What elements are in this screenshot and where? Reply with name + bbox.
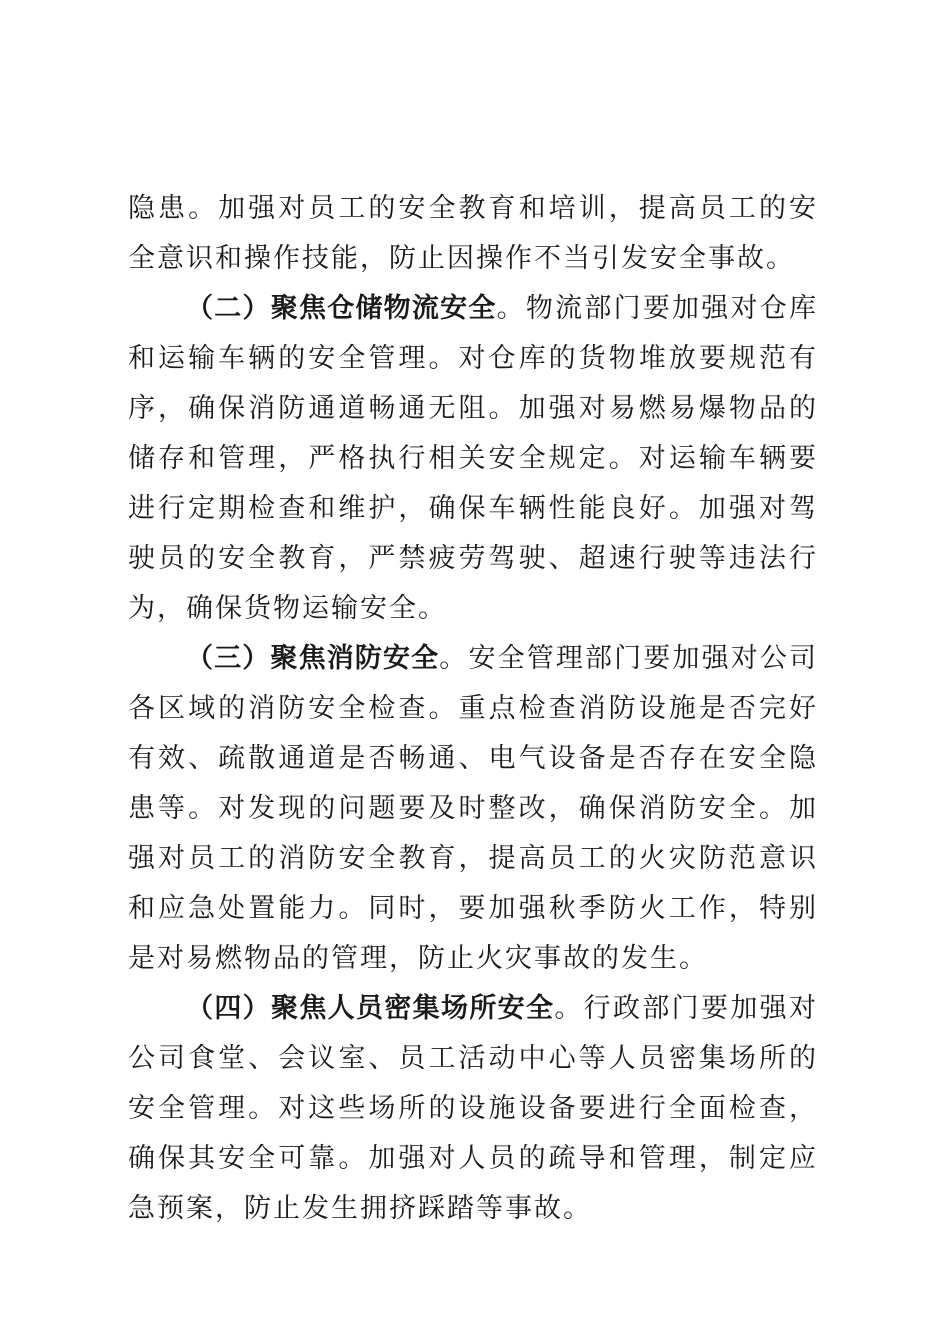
paragraph-warehouse-logistics xyxy=(128,284,818,634)
paragraph-text: 。物流部门要加强对仓库和运输车辆的安全管理。对仓库的货物堆放要规范有序，确保消防通道畅通无阻。加强对易燃易爆物品的储存和管理，严格执行相关安全规定。对运输车辆要进行定期检查和维护，确保车辆性能良好。加强对驾驶员的安全教育，严禁疲劳驾驶、超速行驶等违法行为，确保货物运输安全。 xyxy=(128,293,819,624)
paragraph-text: 隐患。加强对员工的安全教育和培训，提高员工的安全意识和操作技能，防止因操作不当引发安全事故。 xyxy=(128,193,818,274)
paragraph-text: 。安全管理部门要加强对公司各区域的消防安全检查。重点检查消防设施是否完好有效、疏散通道是否畅通、电气设备是否存在安全隐患等。对发现的问题要及时整改，确保消防安全。加强对员工的消防安全教育，提高员工的火灾防范意识和应急处置能力。同时，要加强秋季防火工作，特别是对易燃物品的管理，防止火灾事故的发生。 xyxy=(128,643,819,974)
section-heading: （三）聚焦消防安全 xyxy=(186,643,440,674)
paragraph-crowded-places xyxy=(128,984,818,1234)
section-heading: （四）聚焦人员密集场所安全 xyxy=(186,993,555,1024)
document-body xyxy=(128,184,818,1234)
section-heading: （二）聚焦仓储物流安全 xyxy=(186,293,497,324)
paragraph-text: 。行政部门要加强对公司食堂、会议室、员工活动中心等人员密集场所的安全管理。对这些场所的设施设备要进行全面检查，确保其安全可靠。加强对人员的疏导和管理，制定应急预案，防止发生拥挤踩踏等事故。 xyxy=(128,993,819,1224)
paragraph-continuation xyxy=(128,184,818,284)
paragraph-fire-safety xyxy=(128,634,818,984)
